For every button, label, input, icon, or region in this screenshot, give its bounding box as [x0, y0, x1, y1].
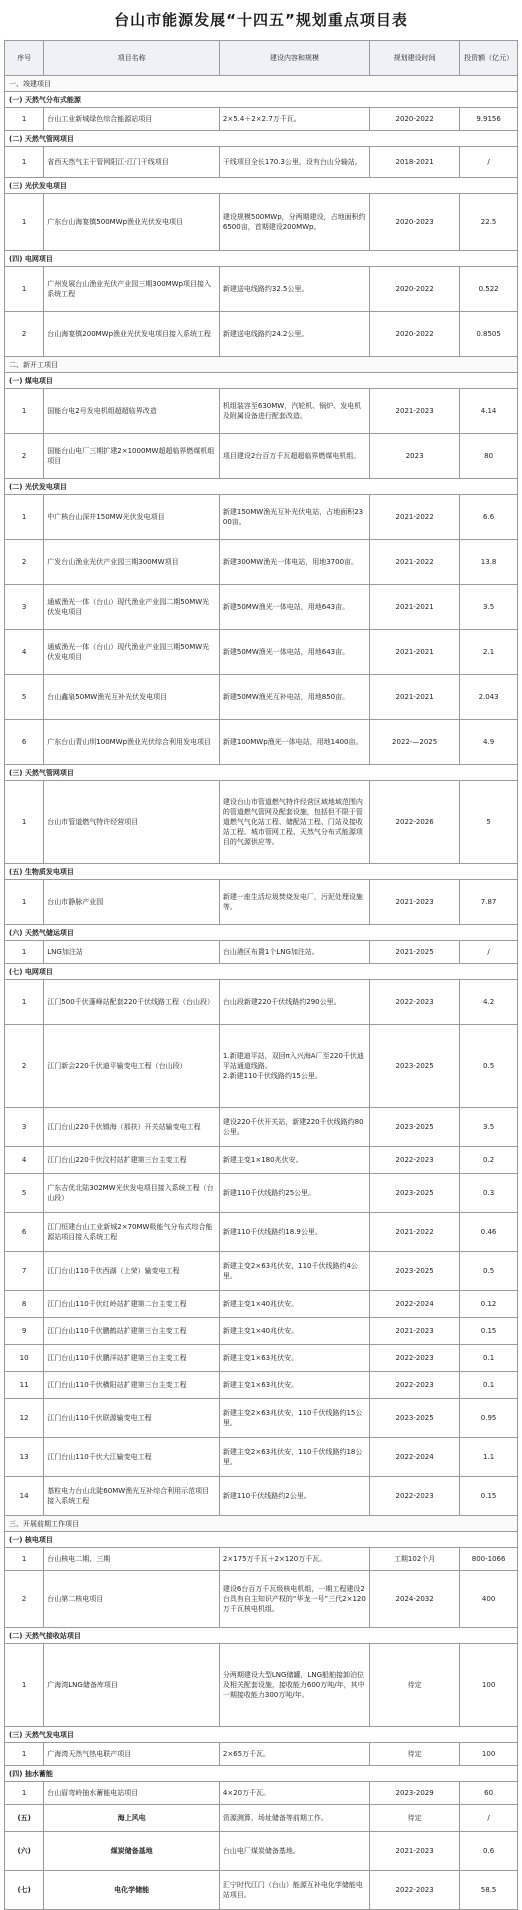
table-row: [5, 1252, 518, 1291]
cell-name: 江门恒建台山工业新城2×70MW吸能气分布式综合能源站项目接入系统工程: [44, 1213, 220, 1252]
cell-invest: /: [460, 147, 518, 178]
cell-no: 1: [5, 495, 44, 540]
cell-invest: 100: [460, 1644, 518, 1727]
cell-invest: 0.46: [460, 1213, 518, 1252]
cell-no: 1: [5, 1644, 44, 1727]
cell-invest: 6.6: [460, 495, 518, 540]
cell-period: 2022-2024: [370, 1438, 460, 1477]
subsection-row: [5, 92, 518, 108]
section-row: [5, 76, 518, 92]
table-row: [5, 495, 518, 540]
cell-no: 1: [5, 980, 44, 1025]
cell-content: 新建主变2×63兆伏安，110千伏线路约4公里。: [219, 1252, 369, 1291]
cell-name: 江门新会220千伏迪平输变电工程（台山段）: [44, 1025, 220, 1108]
category-row: [5, 1871, 518, 1910]
cell-period: 2022-2023: [370, 1372, 460, 1399]
cell-content: 新建110千伏线路约25公里。: [219, 1174, 369, 1213]
cell-name: 中广核台山深井150MW光伏发电项目: [44, 495, 220, 540]
cell-period: 2023-2025: [370, 1174, 460, 1213]
cell-no: 2: [5, 312, 44, 357]
subsection-row: [5, 251, 518, 267]
cell-period: 2020-2022: [370, 312, 460, 357]
cell-invest: 1.1: [460, 1438, 518, 1477]
cell-name: 广发台山渔业光伏产业园三期300MW项目: [44, 540, 220, 585]
cell-period: 2018-2021: [370, 147, 460, 178]
cell-invest: 0.1: [460, 1345, 518, 1372]
cell-name: 台山鑫泉50MW渔光互补光伏发电项目: [44, 675, 220, 720]
table-row: [5, 720, 518, 765]
cell-no: (五): [5, 1805, 44, 1832]
cell-no: 4: [5, 1147, 44, 1174]
table-row: [5, 1477, 518, 1516]
cell-period: 2021-2021: [370, 630, 460, 675]
cell-name: 江门台山110千伏大江输变电工程: [44, 1438, 220, 1477]
cell-period: 2021-2023: [370, 1318, 460, 1345]
cell-no: 1: [5, 1743, 44, 1766]
cell-no: 4: [5, 630, 44, 675]
table-header-row: [5, 41, 518, 76]
cell-period: 2023-2025: [370, 1252, 460, 1291]
cell-invest: 0.95: [460, 1399, 518, 1438]
table-row: [5, 312, 518, 357]
cell-invest: 2.1: [460, 630, 518, 675]
cell-no: 1: [5, 1782, 44, 1805]
cell-invest: 58.5: [460, 1871, 518, 1910]
cell-invest: 60: [460, 1782, 518, 1805]
subsection-heading: (三) 天然气发电项目: [5, 1727, 518, 1743]
cell-no: 2: [5, 1025, 44, 1108]
cell-content: 新建110千伏线路约2公里。: [219, 1477, 369, 1516]
cell-period: 2021-2021: [370, 675, 460, 720]
cell-content: 项目建设2台百万千瓦超超临界燃煤电机组。: [219, 434, 369, 479]
cell-no: 3: [5, 1108, 44, 1147]
cell-period: 2023-2025: [370, 1025, 460, 1108]
cell-period: 待定: [370, 1805, 460, 1832]
cell-content: 台山段新建220千伏线路约290公里。: [219, 980, 369, 1025]
subsection-heading: (二) 天然气管网项目: [5, 131, 518, 147]
cell-invest: 0.2: [460, 1147, 518, 1174]
cell-name: 江门500千伏蓬峰站配套220千伏线路工程（台山段）: [44, 980, 220, 1025]
cell-no: 1: [5, 941, 44, 964]
cell-no: 2: [5, 540, 44, 585]
cell-no: (七): [5, 1871, 44, 1910]
table-row: [5, 1345, 518, 1372]
project-table: [4, 40, 518, 1910]
subsection-row: [5, 1727, 518, 1743]
cell-content: 机组装容至630MW，汽轮机、锅炉、发电机及附属设备进行配套改造。: [219, 389, 369, 434]
table-row: [5, 1174, 518, 1213]
section-row: [5, 1516, 518, 1532]
cell-name: 江门台山110千伏鹏鹤站扩建第三台主变工程: [44, 1318, 220, 1345]
section-heading: 二、新开工项目: [5, 357, 518, 373]
cell-period: 2022-2023: [370, 1147, 460, 1174]
table-row: [5, 1782, 518, 1805]
cell-name: 台山市静脉产业园: [44, 880, 220, 925]
cell-invest: 0.15: [460, 1477, 518, 1516]
cell-invest: 0.5: [460, 1252, 518, 1291]
cell-content: 新建主变1×40兆伏安。: [219, 1291, 369, 1318]
cell-period: 2022-2023: [370, 980, 460, 1025]
cell-content: 新建主变1×180兆伏安。: [219, 1147, 369, 1174]
cell-content: 建设台山市管道燃气特许经营区域地域范围内的管道燃气管网及配套设施，包括但不限于管道燃气气化站工程、储配站工程、门站及接收站工程、城市管网工程、天然气分布式能源项目的气源供应等。: [219, 781, 369, 864]
cell-period: 2021-2022: [370, 495, 460, 540]
cell-name: 江门台山110千伏西湖（上荣）输变电工程: [44, 1252, 220, 1291]
table-row: [5, 1548, 518, 1571]
subsection-heading: (五) 生物质发电项目: [5, 864, 518, 880]
cell-invest: 13.8: [460, 540, 518, 585]
cell-name: 广州发展台山渔业光伏产业园三期300MWp项目接入系统工程: [44, 267, 220, 312]
cell-content: 2×175万千瓦＋2×120万千瓦。: [219, 1548, 369, 1571]
cell-content: 4×20万千瓦。: [219, 1782, 369, 1805]
subsection-row: [5, 479, 518, 495]
subsection-heading: (一) 天然气分布式能源: [5, 92, 518, 108]
cell-name: 广东吉优北陆302MW光伏发电项目接入系统工程（台山段）: [44, 1174, 220, 1213]
cell-content: 建设规模500MWp，分两期建设，占地面积约6500亩，首期建设200MWp。: [219, 194, 369, 251]
cell-name: 广海湾天然气热电联产项目: [44, 1743, 220, 1766]
subsection-heading: (一) 煤电项目: [5, 373, 518, 389]
category-row: [5, 1832, 518, 1871]
cell-no: 10: [5, 1345, 44, 1372]
cell-period: 2022-—2025: [370, 720, 460, 765]
cell-name: 台山海宴镇200MWp渔业光伏发电项目接入系统工程: [44, 312, 220, 357]
cell-no: 1: [5, 108, 44, 131]
cell-invest: 2.043: [460, 675, 518, 720]
cell-name: 台山核电二期、三期: [44, 1548, 220, 1571]
cell-no: 1: [5, 880, 44, 925]
table-row: [5, 1743, 518, 1766]
header-content: 建设内容和规模: [219, 41, 369, 76]
cell-content: 1.新建迪平站，双回π入兴海A厂至220千伏迪平站通道线路。 2.新建110千伏线路约15公里。: [219, 1025, 369, 1108]
cell-period: 2020-2023: [370, 194, 460, 251]
cell-name: 广海湾LNG储备库项目: [44, 1644, 220, 1727]
cell-name: 江门台山110千伏红岭站扩建第二台主变工程: [44, 1291, 220, 1318]
cell-content: 新建一座生活垃圾焚烧发电厂，污泥处理设施等。: [219, 880, 369, 925]
table-row: [5, 781, 518, 864]
cell-invest: 0.5: [460, 1025, 518, 1108]
cell-period: 工期102个月: [370, 1548, 460, 1571]
cell-no: 1: [5, 389, 44, 434]
table-row: [5, 540, 518, 585]
table-row: [5, 1372, 518, 1399]
subsection-row: [5, 373, 518, 389]
cell-name: 煤炭储备基地: [44, 1832, 220, 1871]
cell-invest: 0.522: [460, 267, 518, 312]
table-row: [5, 389, 518, 434]
table-row: [5, 980, 518, 1025]
table-row: [5, 108, 518, 131]
cell-invest: 800-1066: [460, 1548, 518, 1571]
cell-invest: 5: [460, 781, 518, 864]
cell-name: 国能台山电厂三期扩建2×1000MW超超临界燃煤机组项目: [44, 434, 220, 479]
cell-content: 新建主变1×63兆伏安。: [219, 1345, 369, 1372]
cell-content: 新建主变1×40兆伏安。: [219, 1318, 369, 1345]
table-row: [5, 194, 518, 251]
cell-invest: 0.6: [460, 1832, 518, 1871]
cell-no: 1: [5, 194, 44, 251]
cell-invest: 0.15: [460, 1318, 518, 1345]
subsection-heading: (三) 光伏发电项目: [5, 178, 518, 194]
cell-period: 2023: [370, 434, 460, 479]
cell-period: 2023-2025: [370, 1108, 460, 1147]
cell-period: 2020-2022: [370, 267, 460, 312]
cell-period: 2021-2023: [370, 880, 460, 925]
cell-period: 2021-2021: [370, 585, 460, 630]
cell-invest: 0.12: [460, 1291, 518, 1318]
cell-no: 6: [5, 1213, 44, 1252]
table-row: [5, 147, 518, 178]
subsection-heading: (一) 核电项目: [5, 1532, 518, 1548]
cell-period: 2021-2025: [370, 941, 460, 964]
cell-no: 1: [5, 267, 44, 312]
subsection-row: [5, 964, 518, 980]
subsection-heading: (二) 天然气接收站项目: [5, 1628, 518, 1644]
subsection-row: [5, 925, 518, 941]
table-row: [5, 1147, 518, 1174]
cell-content: 台山港区布置1个LNG加注站。: [219, 941, 369, 964]
cell-no: 8: [5, 1291, 44, 1318]
cell-content: 汇宁时代江门（台山）能源互补电化学储能电站项目。: [219, 1871, 369, 1910]
header-name: 项目名称: [44, 41, 220, 76]
cell-content: 新建150MW渔光互补光伏电站，占地面积2300亩。: [219, 495, 369, 540]
cell-no: 12: [5, 1399, 44, 1438]
cell-period: 2023-2029: [370, 1782, 460, 1805]
cell-period: 待定: [370, 1743, 460, 1766]
cell-content: 分两期建设大型LNG储罐，LNG船舶接卸泊位及相关配套设施，接收能力600万吨/年，其中一期接收能力300万吨/年。: [219, 1644, 369, 1727]
cell-content: 建设6台百万千瓦级核电机组，一期工程建设2台具有自主知识产权的“华龙一号”三代2×120万千瓦核电机组。: [219, 1571, 369, 1628]
cell-name: 江门台山110千伏联源输变电工程: [44, 1399, 220, 1438]
cell-period: 待定: [370, 1644, 460, 1727]
cell-no: 6: [5, 720, 44, 765]
table-body: [5, 76, 518, 1910]
table-row: [5, 1438, 518, 1477]
cell-no: 11: [5, 1372, 44, 1399]
cell-invest: 22.5: [460, 194, 518, 251]
cell-name: 广东台山海宴镇500MWp渔业光伏发电项目: [44, 194, 220, 251]
table-row: [5, 585, 518, 630]
cell-no: 1: [5, 147, 44, 178]
cell-name: 基粒电力台山北陡60MW渔光互补综合利用示范项目接入系统工程: [44, 1477, 220, 1516]
subsection-heading: (七) 电网项目: [5, 964, 518, 980]
subsection-heading: (三) 天然气管网项目: [5, 765, 518, 781]
header-no: 序号: [5, 41, 44, 76]
subsection-row: [5, 765, 518, 781]
cell-no: 5: [5, 1174, 44, 1213]
cell-content: 2×5.4＋2×2.7万千瓦。: [219, 108, 369, 131]
table-row: [5, 1025, 518, 1108]
cell-period: 2022-2026: [370, 781, 460, 864]
cell-no: 1: [5, 781, 44, 864]
cell-invest: /: [460, 941, 518, 964]
section-heading: 三、开展前期工作项目: [5, 1516, 518, 1532]
cell-name: 江门台山110千伏横阳站扩建第三台主变工程: [44, 1372, 220, 1399]
cell-content: 新建送电线路约32.5公里。: [219, 267, 369, 312]
cell-name: 台山市管道燃气特许经营项目: [44, 781, 220, 864]
cell-period: 2021-2023: [370, 1832, 460, 1871]
subsection-row: [5, 1628, 518, 1644]
cell-invest: /: [460, 1805, 518, 1832]
cell-no: 5: [5, 675, 44, 720]
table-row: [5, 1399, 518, 1438]
cell-name: 省西天然气主干管网阳江-江门干线项目: [44, 147, 220, 178]
header-invest: 投资额（亿元）: [460, 41, 518, 76]
cell-no: 3: [5, 585, 44, 630]
category-row: [5, 1805, 518, 1832]
cell-invest: 9.9156: [460, 108, 518, 131]
cell-content: 2×65万千瓦。: [219, 1743, 369, 1766]
cell-content: 新建100MWp渔光一体电站，用地1400亩。: [219, 720, 369, 765]
cell-invest: 0.3: [460, 1174, 518, 1213]
cell-content: 资源测算，场址储备等前期工作。: [219, 1805, 369, 1832]
cell-content: 新建300MW渔光一体电站，用地3700亩。: [219, 540, 369, 585]
cell-no: 14: [5, 1477, 44, 1516]
cell-period: 2023-2025: [370, 1399, 460, 1438]
cell-name: 通威渔光一体（台山）现代渔业产业园三期50MW光伏发电项目: [44, 630, 220, 675]
cell-invest: 3.5: [460, 1108, 518, 1147]
cell-period: 2024-2032: [370, 1571, 460, 1628]
cell-content: 新建主变1×63兆伏安。: [219, 1372, 369, 1399]
cell-invest: 4.14: [460, 389, 518, 434]
cell-content: 建设220千伏开关站，新建220千伏线路约80公里。: [219, 1108, 369, 1147]
cell-content: 新建110千伏线路约18.9公里。: [219, 1213, 369, 1252]
cell-name: LNG加注站: [44, 941, 220, 964]
header-period: 规划建设时间: [370, 41, 460, 76]
section-row: [5, 357, 518, 373]
cell-no: (六): [5, 1832, 44, 1871]
table-row: [5, 1291, 518, 1318]
cell-period: 2021-2022: [370, 540, 460, 585]
cell-no: 1: [5, 1548, 44, 1571]
cell-content: 新建主变2×63兆伏安，110千伏线路约18公里。: [219, 1438, 369, 1477]
subsection-row: [5, 864, 518, 880]
cell-name: 通威渔光一体（台山）现代渔业产业园二期50MW光伏发电项目: [44, 585, 220, 630]
cell-invest: 80: [460, 434, 518, 479]
subsection-heading: (六) 天然气储运项目: [5, 925, 518, 941]
cell-period: 2022-2023: [370, 1477, 460, 1516]
table-row: [5, 630, 518, 675]
subsection-row: [5, 131, 518, 147]
cell-content: 新建50MW渔光一体电站，用地643亩。: [219, 630, 369, 675]
cell-period: 2022-2024: [370, 1291, 460, 1318]
cell-content: 台山电厂煤炭储备基地。: [219, 1832, 369, 1871]
cell-no: 7: [5, 1252, 44, 1291]
cell-content: 新建50MW渔光一体电站，用地643亩。: [219, 585, 369, 630]
table-row: [5, 1644, 518, 1727]
cell-invest: 0.1: [460, 1372, 518, 1399]
cell-content: 新建主变2×63兆伏安，110千伏线路约15公里。: [219, 1399, 369, 1438]
subsection-row: [5, 1532, 518, 1548]
cell-content: 干线项目全长170.3公里，设有台山分输站。: [219, 147, 369, 178]
cell-invest: 0.8505: [460, 312, 518, 357]
cell-period: 2021-2023: [370, 389, 460, 434]
subsection-row: [5, 1766, 518, 1782]
cell-name: 广东台山青山圳100MWp渔业光伏综合利用发电项目: [44, 720, 220, 765]
cell-name: 江门台山110千伏鹏洋站扩建第三台主变工程: [44, 1345, 220, 1372]
page-title: 台山市能源发展“十四五”规划重点项目表: [114, 11, 408, 29]
subsection-heading: (二) 光伏发电项目: [5, 479, 518, 495]
table-row: [5, 675, 518, 720]
table-row: [5, 941, 518, 964]
table-row: [5, 1108, 518, 1147]
cell-no: 13: [5, 1438, 44, 1477]
cell-invest: 4.2: [460, 980, 518, 1025]
subsection-heading: (四) 抽水蓄能: [5, 1766, 518, 1782]
subsection-heading: (四) 电网项目: [5, 251, 518, 267]
cell-name: 电化学储能: [44, 1871, 220, 1910]
cell-period: 2020-2022: [370, 108, 460, 131]
cell-invest: 7.87: [460, 880, 518, 925]
cell-period: 2022-2023: [370, 1871, 460, 1910]
cell-invest: 100: [460, 1743, 518, 1766]
cell-name: 国能台电2号发电机组超超临界改造: [44, 389, 220, 434]
cell-no: 2: [5, 434, 44, 479]
section-heading: 一、竣建项目: [5, 76, 518, 92]
table-row: [5, 1318, 518, 1345]
table-row: [5, 267, 518, 312]
cell-name: 江门台山220千伏汶村站扩建第三台主变工程: [44, 1147, 220, 1174]
cell-period: 2022-2023: [370, 1345, 460, 1372]
cell-period: 2021-2022: [370, 1213, 460, 1252]
table-row: [5, 434, 518, 479]
cell-invest: 4.9: [460, 720, 518, 765]
cell-name: 海上风电: [44, 1805, 220, 1832]
table-row: [5, 1571, 518, 1628]
table-row: [5, 1213, 518, 1252]
cell-no: 2: [5, 1571, 44, 1628]
cell-invest: 3.5: [460, 585, 518, 630]
cell-name: 台山工业新城绿色综合能源站项目: [44, 108, 220, 131]
cell-name: 江门台山220千伏镇海（那扶）开关站输变电工程: [44, 1108, 220, 1147]
cell-content: 新建50MW渔光互补电站，用地850亩。: [219, 675, 369, 720]
cell-invest: 400: [460, 1571, 518, 1628]
cell-name: 台山第二核电项目: [44, 1571, 220, 1628]
cell-no: 9: [5, 1318, 44, 1345]
subsection-row: [5, 178, 518, 194]
cell-name: 台山眉弯岭抽水蓄能电站项目: [44, 1782, 220, 1805]
cell-content: 新建送电线路约24.2公里。: [219, 312, 369, 357]
table-row: [5, 880, 518, 925]
